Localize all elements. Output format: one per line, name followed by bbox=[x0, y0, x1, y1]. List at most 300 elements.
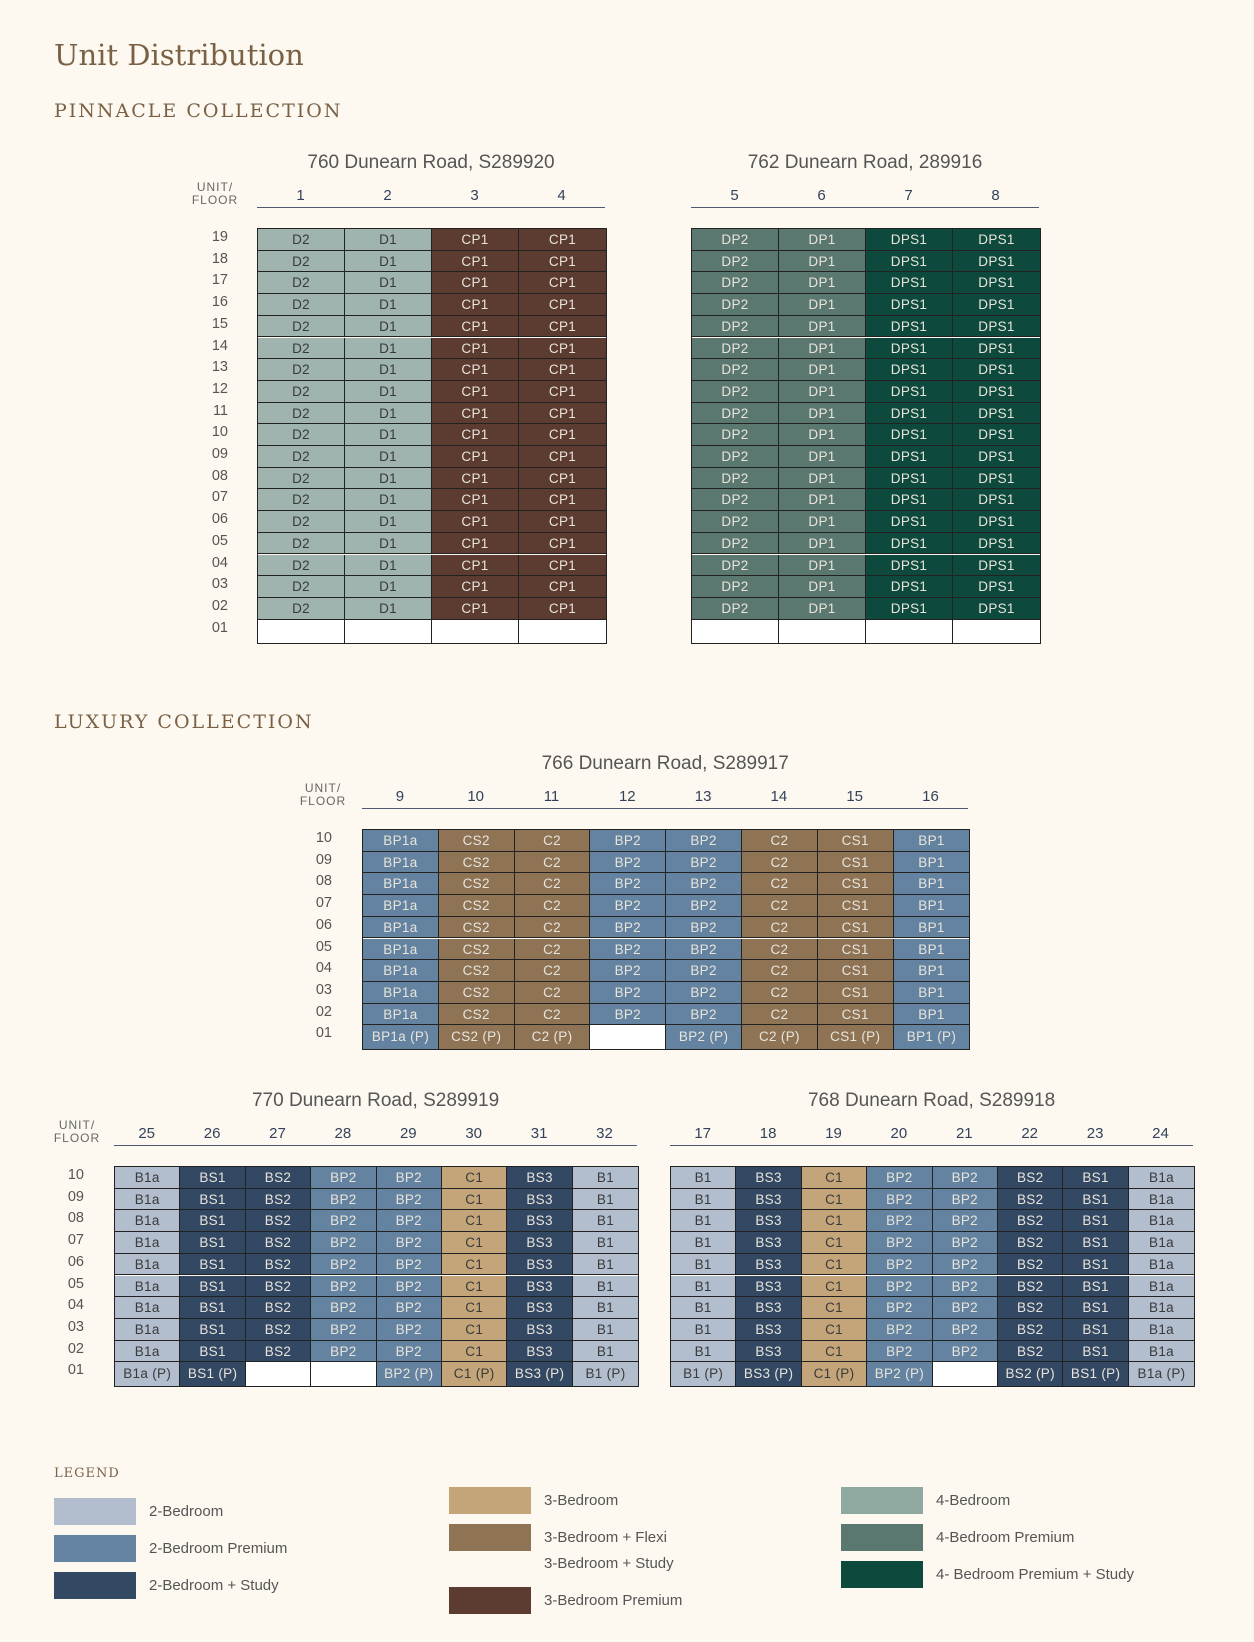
floor-label: 09 bbox=[211, 446, 228, 462]
unit-cell: B1a bbox=[115, 1319, 180, 1341]
unit-cell: BP2 bbox=[590, 1004, 666, 1026]
unit-cell: C2 bbox=[742, 939, 818, 961]
unit-cell: BP2 bbox=[867, 1167, 932, 1189]
block-name: 760 Dunearn Road, S289920 bbox=[307, 152, 555, 173]
floor-label: 05 bbox=[315, 938, 332, 955]
unit-cell: D1 bbox=[345, 294, 432, 316]
unit-cell: BP1 bbox=[894, 917, 970, 939]
unit-cell: BP2 bbox=[377, 1232, 442, 1254]
unit-cell: CS2 bbox=[439, 917, 515, 939]
unit-cell: CS1 bbox=[818, 939, 894, 961]
unit-cell: DPS1 bbox=[953, 403, 1040, 425]
unit-cell: BP2 bbox=[867, 1254, 932, 1276]
unit-cell: D1 bbox=[345, 598, 432, 620]
unit-cell: D1 bbox=[345, 489, 432, 511]
unit-cell: BS2 bbox=[246, 1167, 311, 1189]
unit-cell: CS2 bbox=[439, 939, 515, 961]
unit-cell: BS3 bbox=[507, 1319, 572, 1341]
unit-cell: BS1 bbox=[1063, 1232, 1128, 1254]
unit-cell: BS3 bbox=[736, 1210, 801, 1232]
unit-cell: BS2 bbox=[246, 1341, 311, 1363]
unit-cell: BS1 bbox=[1063, 1167, 1128, 1189]
unit-cell: B1 bbox=[573, 1167, 638, 1189]
unit-number: 19 bbox=[825, 1125, 842, 1142]
legend-swatch bbox=[54, 1535, 136, 1562]
unit-cell: DP1 bbox=[779, 338, 866, 360]
unit-cell: DPS1 bbox=[953, 229, 1040, 251]
floor-label: 03 bbox=[211, 576, 228, 593]
unit-cell: DPS1 bbox=[953, 272, 1040, 294]
unit-number: 26 bbox=[203, 1125, 221, 1142]
unit-cell: BS2 bbox=[246, 1210, 311, 1232]
unit-cell: CS2 bbox=[439, 1004, 515, 1026]
unit-cell: CP1 bbox=[432, 446, 519, 468]
unit-cell: BP1 bbox=[894, 982, 970, 1004]
unit-cell: D2 bbox=[258, 511, 345, 533]
unit-cell: B1 bbox=[671, 1297, 736, 1319]
unit-cell bbox=[933, 1362, 998, 1386]
unit-cell: B1 bbox=[671, 1254, 736, 1276]
unit-cell: B1a bbox=[115, 1297, 180, 1319]
unit-cell: BP1a bbox=[363, 917, 439, 939]
unit-cell: C2 bbox=[515, 873, 591, 895]
legend-label: 3-Bedroom bbox=[544, 1492, 619, 1509]
unit-cell: C1 bbox=[442, 1232, 507, 1254]
unit-cell: BP2 bbox=[933, 1254, 998, 1276]
unit-cell: BS3 (P) bbox=[507, 1362, 572, 1386]
unit-cell bbox=[692, 620, 779, 643]
unit-cell: BS3 bbox=[736, 1341, 801, 1363]
unit-floor-label bbox=[296, 782, 350, 808]
unit-cell: D1 bbox=[345, 533, 432, 555]
legend-swatch bbox=[449, 1587, 531, 1614]
unit-cell: B1 (P) bbox=[573, 1362, 638, 1386]
unit-cell: BP1 bbox=[894, 852, 970, 874]
unit-number: 6 bbox=[817, 187, 826, 204]
floor-label: 01 bbox=[67, 1362, 84, 1379]
unit-cell: CP1 bbox=[432, 424, 519, 446]
unit-cell: DPS1 bbox=[953, 359, 1040, 381]
unit-cell: B1a bbox=[1129, 1232, 1194, 1254]
unit-cell: C1 bbox=[802, 1297, 867, 1319]
unit-cell: B1 bbox=[573, 1319, 638, 1341]
unit-cell: CP1 bbox=[432, 381, 519, 403]
unit-cell: DP2 bbox=[692, 489, 779, 511]
unit-cell: C2 bbox=[742, 960, 818, 982]
unit-cell: B1a bbox=[1129, 1167, 1194, 1189]
unit-cell: BS3 bbox=[736, 1189, 801, 1211]
floor-label: 05 bbox=[67, 1275, 84, 1292]
unit-cell: B1 bbox=[671, 1341, 736, 1363]
legend-swatch bbox=[841, 1524, 923, 1551]
unit-cell: DP2 bbox=[692, 338, 779, 360]
unit-number: 13 bbox=[694, 788, 712, 805]
unit-cell: B1a bbox=[1129, 1297, 1194, 1319]
unit-cell: DP2 bbox=[692, 446, 779, 468]
unit-header-row bbox=[362, 788, 968, 809]
unit-cell: BP1 (P) bbox=[894, 1025, 970, 1049]
legend-label: 2-Bedroom + Study bbox=[149, 1577, 279, 1594]
unit-cell: DPS1 bbox=[866, 403, 953, 425]
unit-cell: CP1 bbox=[432, 251, 519, 273]
unit-cell: BP2 bbox=[311, 1276, 376, 1298]
unit-cell: CP1 bbox=[432, 511, 519, 533]
unit-cell: CP1 bbox=[432, 598, 519, 620]
unit-cell: BP2 bbox=[590, 917, 666, 939]
page-title: Unit Distribution bbox=[54, 38, 304, 72]
luxury-heading: LUXURY COLLECTION bbox=[54, 711, 314, 733]
unit-cell: CP1 bbox=[519, 533, 606, 555]
unit-cell: CP1 bbox=[432, 359, 519, 381]
unit-cell: CP1 bbox=[519, 446, 606, 468]
unit-cell: DPS1 bbox=[953, 489, 1040, 511]
unit-cell: BP2 (P) bbox=[377, 1362, 442, 1386]
unit-cell: DP1 bbox=[779, 316, 866, 338]
unit-cell: BS2 (P) bbox=[998, 1362, 1063, 1386]
unit-cell bbox=[953, 620, 1040, 643]
unit-cell: BP2 bbox=[590, 873, 666, 895]
floor-label: 08 bbox=[315, 873, 332, 890]
unit-cell: DPS1 bbox=[866, 446, 953, 468]
unit-cell: BP2 bbox=[311, 1297, 376, 1319]
unit-cell: CP1 bbox=[519, 576, 606, 598]
unit-cell: BS2 bbox=[998, 1167, 1063, 1189]
unit-cell bbox=[345, 620, 432, 643]
unit-cell: BS2 bbox=[246, 1254, 311, 1276]
unit-cell: DPS1 bbox=[866, 338, 953, 360]
unit-cell bbox=[590, 1025, 666, 1049]
unit-cell: BS1 bbox=[1063, 1189, 1128, 1211]
unit-cell: C1 bbox=[442, 1341, 507, 1363]
unit-cell: DPS1 bbox=[953, 338, 1040, 360]
unit-number: 18 bbox=[759, 1125, 777, 1142]
unit-cell: D2 bbox=[258, 576, 345, 598]
unit-cell: BP2 bbox=[377, 1276, 442, 1298]
unit-cell: DPS1 bbox=[953, 251, 1040, 273]
unit-cell: CS1 bbox=[818, 1004, 894, 1026]
unit-cell: BS3 bbox=[736, 1319, 801, 1341]
unit-cell: DPS1 bbox=[953, 555, 1040, 577]
unit-cell: BS3 bbox=[736, 1232, 801, 1254]
unit-cell: CS2 bbox=[439, 830, 515, 852]
unit-cell: BS3 bbox=[507, 1189, 572, 1211]
floor-label: 10 bbox=[67, 1167, 84, 1183]
unit-number: 5 bbox=[730, 187, 739, 204]
unit-cell: BS1 (P) bbox=[180, 1362, 245, 1386]
unit-cell: D1 bbox=[345, 468, 432, 490]
unit-number: 20 bbox=[890, 1125, 908, 1142]
unit-cell: BP2 bbox=[666, 960, 742, 982]
floor-label: 02 bbox=[67, 1340, 84, 1357]
unit-cell: DP1 bbox=[779, 294, 866, 316]
unit-cell: DP1 bbox=[779, 511, 866, 533]
unit-cell: BP2 bbox=[666, 1004, 742, 1026]
unit-cell: BP1 bbox=[894, 895, 970, 917]
unit-cell: BS3 bbox=[507, 1297, 572, 1319]
unit-cell bbox=[519, 620, 606, 643]
unit-cell: CS1 bbox=[818, 960, 894, 982]
unit-cell: C2 bbox=[515, 960, 591, 982]
unit-cell: D1 bbox=[345, 576, 432, 598]
unit-cell: D1 bbox=[345, 338, 432, 360]
floor-label: 06 bbox=[211, 511, 228, 528]
unit-cell: DPS1 bbox=[866, 381, 953, 403]
unit-cell: C2 bbox=[515, 830, 591, 852]
unit-cell: BS2 bbox=[998, 1276, 1063, 1298]
unit-cell: BP2 bbox=[311, 1254, 376, 1276]
unit-cell: C2 bbox=[742, 1004, 818, 1026]
unit-cell: BP2 bbox=[666, 830, 742, 852]
unit-cell: BP2 bbox=[590, 939, 666, 961]
unit-cell: DP1 bbox=[779, 229, 866, 251]
unit-number: 4 bbox=[557, 187, 566, 204]
floor-label: 09 bbox=[315, 851, 332, 868]
floor-label: 02 bbox=[211, 597, 228, 614]
unit-cell: DP1 bbox=[779, 381, 866, 403]
floor-label: 03 bbox=[315, 981, 332, 998]
unit-cell: B1 bbox=[573, 1341, 638, 1363]
unit-number: 21 bbox=[955, 1125, 973, 1142]
unit-cell: DPS1 bbox=[866, 533, 953, 555]
legend-label: 4- Bedroom Premium + Study bbox=[936, 1566, 1134, 1583]
unit-cell: C1 bbox=[802, 1341, 867, 1363]
unit-cell: CS1 bbox=[818, 895, 894, 917]
unit-cell: BS3 bbox=[736, 1167, 801, 1189]
floor-label: 06 bbox=[67, 1253, 84, 1270]
unit-cell: CP1 bbox=[432, 576, 519, 598]
unit-cell: DP2 bbox=[692, 294, 779, 316]
unit-cell: CP1 bbox=[519, 381, 606, 403]
legend-label-secondary: 3-Bedroom + Study bbox=[544, 1555, 674, 1572]
unit-cell: DPS1 bbox=[866, 316, 953, 338]
legend-swatch bbox=[841, 1561, 923, 1588]
unit-floor-label-line1: UNIT/ bbox=[196, 180, 234, 194]
unit-cell: DPS1 bbox=[953, 424, 1040, 446]
unit-cell: BP1a bbox=[363, 982, 439, 1004]
unit-cell: DP1 bbox=[779, 446, 866, 468]
unit-cell: CP1 bbox=[519, 598, 606, 620]
unit-number: 15 bbox=[846, 788, 864, 805]
unit-cell: B1 bbox=[573, 1254, 638, 1276]
unit-cell: B1a bbox=[115, 1276, 180, 1298]
unit-header-row bbox=[670, 1125, 1193, 1146]
unit-cell: DP2 bbox=[692, 424, 779, 446]
unit-cell: BS1 bbox=[180, 1319, 245, 1341]
unit-cell: CP1 bbox=[519, 229, 606, 251]
legend-label: 4-Bedroom bbox=[936, 1492, 1011, 1509]
legend-swatch bbox=[841, 1487, 923, 1514]
unit-cell bbox=[866, 620, 953, 643]
floor-label: 12 bbox=[211, 380, 228, 397]
unit-cell: C1 bbox=[802, 1319, 867, 1341]
unit-cell: BS3 bbox=[507, 1210, 572, 1232]
unit-cell: D1 bbox=[345, 251, 432, 273]
unit-cell: C2 bbox=[742, 830, 818, 852]
unit-cell: BP2 bbox=[311, 1319, 376, 1341]
unit-cell: BS1 (P) bbox=[1063, 1362, 1128, 1386]
unit-cell bbox=[432, 620, 519, 643]
unit-cell: CS1 bbox=[818, 873, 894, 895]
unit-cell: BP2 bbox=[933, 1341, 998, 1363]
block-name: 766 Dunearn Road, S289917 bbox=[541, 753, 789, 774]
unit-cell: DPS1 bbox=[866, 251, 953, 273]
unit-cell: B1a bbox=[115, 1189, 180, 1211]
unit-cell: C2 bbox=[515, 1004, 591, 1026]
floor-label: 10 bbox=[211, 424, 228, 441]
unit-cell: C2 bbox=[515, 895, 591, 917]
floor-label: 18 bbox=[211, 250, 228, 267]
unit-cell: C2 bbox=[515, 982, 591, 1004]
unit-floor-label-line2: FLOOR bbox=[299, 794, 347, 808]
legend-label: 3-Bedroom + Flexi bbox=[544, 1529, 667, 1546]
unit-cell: CS1 (P) bbox=[818, 1025, 894, 1049]
unit-cell: C1 (P) bbox=[442, 1362, 507, 1386]
floor-label: 02 bbox=[315, 1003, 332, 1020]
unit-header-row bbox=[114, 1125, 637, 1146]
unit-cell: C1 bbox=[802, 1276, 867, 1298]
unit-cell: BS3 bbox=[507, 1276, 572, 1298]
unit-cell: BS2 bbox=[246, 1189, 311, 1211]
unit-floor-label-line2: FLOOR bbox=[191, 193, 239, 207]
unit-grid bbox=[670, 1166, 1195, 1387]
unit-cell: C1 bbox=[442, 1276, 507, 1298]
legend-swatch bbox=[449, 1524, 531, 1551]
unit-cell: BS2 bbox=[246, 1232, 311, 1254]
unit-cell: DP1 bbox=[779, 251, 866, 273]
unit-cell: BS2 bbox=[998, 1210, 1063, 1232]
unit-cell: BS1 bbox=[180, 1167, 245, 1189]
unit-cell: C2 bbox=[742, 873, 818, 895]
unit-cell: CP1 bbox=[432, 294, 519, 316]
unit-cell: DPS1 bbox=[866, 489, 953, 511]
unit-cell: CP1 bbox=[519, 338, 606, 360]
unit-cell: C2 bbox=[515, 852, 591, 874]
unit-cell: DP2 bbox=[692, 316, 779, 338]
unit-cell: BP2 bbox=[311, 1167, 376, 1189]
unit-cell: DP1 bbox=[779, 555, 866, 577]
unit-cell: BP1a (P) bbox=[363, 1025, 439, 1049]
unit-cell: D2 bbox=[258, 446, 345, 468]
unit-cell bbox=[258, 620, 345, 643]
unit-cell: B1 bbox=[573, 1189, 638, 1211]
unit-cell: D2 bbox=[258, 359, 345, 381]
unit-cell: D2 bbox=[258, 468, 345, 490]
unit-number: 31 bbox=[530, 1125, 548, 1142]
unit-cell: CS2 bbox=[439, 982, 515, 1004]
unit-cell: BS1 bbox=[180, 1297, 245, 1319]
unit-cell: BS2 bbox=[998, 1189, 1063, 1211]
unit-cell: DP1 bbox=[779, 403, 866, 425]
unit-cell: BS3 bbox=[736, 1254, 801, 1276]
unit-cell: D2 bbox=[258, 229, 345, 251]
unit-cell: B1a bbox=[115, 1167, 180, 1189]
unit-cell: BP2 bbox=[867, 1297, 932, 1319]
unit-cell: B1 bbox=[573, 1232, 638, 1254]
unit-cell: CP1 bbox=[519, 251, 606, 273]
unit-number: 3 bbox=[470, 187, 479, 204]
unit-cell: B1 bbox=[573, 1297, 638, 1319]
unit-floor-label bbox=[50, 1119, 104, 1145]
floor-label: 11 bbox=[212, 402, 228, 419]
unit-cell: BS3 bbox=[507, 1167, 572, 1189]
unit-cell: DP2 bbox=[692, 468, 779, 490]
unit-floor-label-line2: FLOOR bbox=[53, 1131, 101, 1145]
legend-label: 2-Bedroom Premium bbox=[149, 1540, 288, 1557]
unit-cell: BP2 (P) bbox=[867, 1362, 932, 1386]
unit-cell: BS2 bbox=[246, 1319, 311, 1341]
unit-cell: DP2 bbox=[692, 251, 779, 273]
floor-label: 03 bbox=[67, 1318, 84, 1335]
unit-cell: BP2 bbox=[590, 852, 666, 874]
unit-cell: D1 bbox=[345, 359, 432, 381]
legend-swatch bbox=[54, 1498, 136, 1525]
unit-cell: BP2 bbox=[590, 982, 666, 1004]
unit-cell: DP1 bbox=[779, 272, 866, 294]
unit-cell: DP1 bbox=[779, 533, 866, 555]
block-name: 768 Dunearn Road, S289918 bbox=[807, 1090, 1056, 1111]
unit-cell: B1 bbox=[671, 1276, 736, 1298]
unit-cell: BP2 bbox=[867, 1341, 932, 1363]
unit-cell: BP1a bbox=[363, 939, 439, 961]
unit-cell: C1 bbox=[802, 1210, 867, 1232]
unit-cell: CP1 bbox=[519, 424, 606, 446]
unit-cell: BS2 bbox=[246, 1297, 311, 1319]
unit-cell: C2 bbox=[742, 982, 818, 1004]
unit-cell: BS1 bbox=[180, 1341, 245, 1363]
floor-label: 16 bbox=[211, 294, 228, 311]
unit-cell: BP2 bbox=[933, 1232, 998, 1254]
unit-cell: B1 bbox=[671, 1319, 736, 1341]
floor-label: 19 bbox=[211, 229, 228, 245]
unit-number: 28 bbox=[334, 1125, 352, 1142]
floor-label: 17 bbox=[211, 272, 228, 289]
unit-cell: CP1 bbox=[519, 403, 606, 425]
unit-cell: BS2 bbox=[998, 1341, 1063, 1363]
unit-cell: B1 (P) bbox=[671, 1362, 736, 1386]
unit-cell: CP1 bbox=[432, 489, 519, 511]
unit-cell: CS2 (P) bbox=[439, 1025, 515, 1049]
unit-cell: C2 bbox=[742, 895, 818, 917]
legend-swatch bbox=[54, 1572, 136, 1599]
unit-cell: B1a bbox=[115, 1232, 180, 1254]
floor-label: 04 bbox=[211, 554, 228, 571]
unit-cell: BP1 bbox=[894, 960, 970, 982]
unit-cell: CS1 bbox=[818, 852, 894, 874]
unit-cell: DP2 bbox=[692, 272, 779, 294]
unit-cell: BS1 bbox=[180, 1210, 245, 1232]
unit-cell: C1 bbox=[442, 1210, 507, 1232]
unit-cell: BP2 bbox=[867, 1276, 932, 1298]
unit-cell: D1 bbox=[345, 555, 432, 577]
unit-cell: B1a bbox=[1129, 1210, 1194, 1232]
unit-cell: B1 bbox=[671, 1210, 736, 1232]
unit-floor-label-line1: UNIT/ bbox=[58, 1118, 96, 1132]
unit-cell: DPS1 bbox=[953, 468, 1040, 490]
unit-cell: BP2 bbox=[867, 1319, 932, 1341]
unit-grid bbox=[257, 228, 607, 644]
unit-cell: CP1 bbox=[432, 403, 519, 425]
unit-cell: BP2 bbox=[666, 873, 742, 895]
unit-number: 32 bbox=[596, 1125, 613, 1142]
unit-number: 14 bbox=[770, 788, 788, 805]
floor-label: 08 bbox=[67, 1210, 84, 1227]
unit-header-row bbox=[691, 187, 1039, 208]
unit-cell: BP2 bbox=[590, 830, 666, 852]
unit-cell: D1 bbox=[345, 229, 432, 251]
unit-cell: C2 (P) bbox=[742, 1025, 818, 1049]
floor-label: 07 bbox=[211, 489, 228, 506]
unit-cell: BS3 bbox=[507, 1341, 572, 1363]
